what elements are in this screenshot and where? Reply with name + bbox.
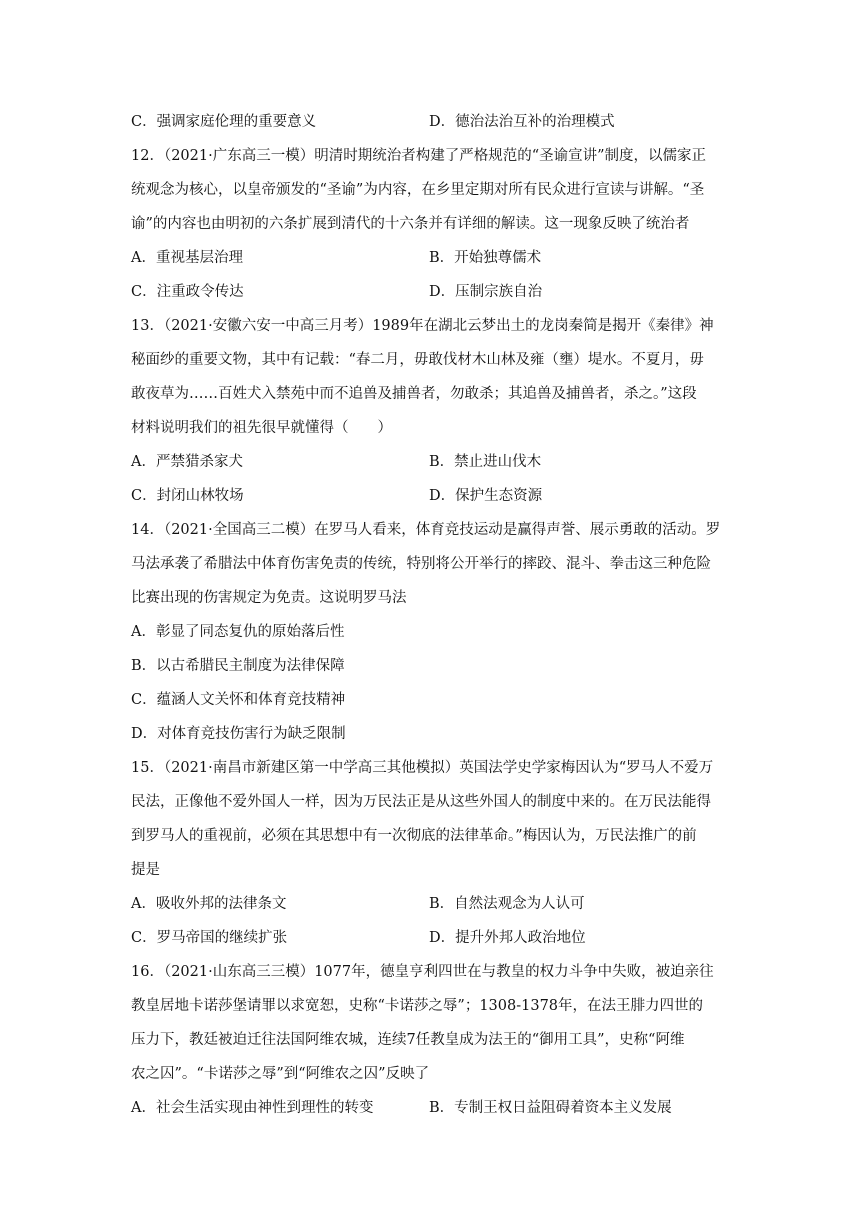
question-15-line-2: 民法，正像他不爱外国人一样，因为万民法正是从这些外国人的制度中来的。在万民法能得 xyxy=(131,794,711,810)
option-c[interactable]: C．蕴涵人文关怀和体育竞技精神 xyxy=(131,692,346,708)
option-b[interactable]: B．自然法观念为人认可 xyxy=(429,896,585,912)
question-14-line-3: 比赛出现的伤害规定为免责。这说明罗马法 xyxy=(131,590,407,606)
option-a[interactable]: A．严禁猎杀家犬 xyxy=(131,454,243,470)
option-c[interactable]: C．封闭山林牧场 xyxy=(131,488,244,504)
option-a[interactable]: A．彰显了同态复仇的原始落后性 xyxy=(131,624,345,640)
option-d[interactable]: D．保护生态资源 xyxy=(429,488,543,504)
option-d[interactable]: D．德治法治互补的治理模式 xyxy=(429,114,615,130)
question-13-line-3: 敢夜草为……百姓犬入禁苑中而不追兽及捕兽者，勿敢杀；其追兽及捕兽者，杀之。”这段 xyxy=(131,386,697,402)
option-c[interactable]: C．强调家庭伦理的重要意义 xyxy=(131,114,317,130)
option-b[interactable]: B．专制王权日益阻碍着资本主义发展 xyxy=(429,1100,672,1116)
question-15-line-3: 到罗马人的重视前，必须在其思想中有一次彻底的法律革命。”梅因认为，万民法推广的前 xyxy=(131,828,697,844)
question-16-line-1: 16．（2021·山东高三三模）1077年，德皇亨利四世在与教皇的权力斗争中失败，被迫亲往 xyxy=(131,964,714,980)
question-16-line-3: 压力下，教廷被迫迁往法国阿维农城，连续7任教皇成为法王的“御用工具”，史称“阿维 xyxy=(131,1032,685,1048)
question-13-line-1: 13．（2021·安徽六安一中高三月考）1989年在湖北云梦出土的龙岗秦简是揭开《秦律》神 xyxy=(131,318,714,334)
question-13-line-2: 秘面纱的重要文物，其中有记载：“春二月，毋敢伐材木山林及雍（壅）堤水。不夏月，毋 xyxy=(131,352,704,368)
option-a[interactable]: A．吸收外邦的法律条文 xyxy=(131,896,287,912)
option-a[interactable]: A．重视基层治理 xyxy=(131,250,243,266)
option-b[interactable]: B．开始独尊儒术 xyxy=(429,250,542,266)
option-d[interactable]: D．压制宗族自治 xyxy=(429,284,543,300)
option-c[interactable]: C．罗马帝国的继续扩张 xyxy=(131,930,288,946)
question-12-line-1: 12．（2021·广东高三一模）明清时期统治者构建了严格规范的“圣谕宣讲”制度，以儒家正 xyxy=(131,148,707,164)
question-13-line-4: 材料说明我们的祖先很早就懂得（ ） xyxy=(131,420,392,436)
question-12-line-2: 统观念为核心，以皇帝颁发的“圣谕”为内容，在乡里定期对所有民众进行宣读与讲解。“圣 xyxy=(131,182,705,198)
question-14-line-1: 14．（2021·全国高三二模）在罗马人看来，体育竞技运动是赢得声誉、展示勇敢的活动。罗 xyxy=(131,522,721,538)
question-16-line-4: 农之囚”。“卡诺莎之辱”到“阿维农之囚”反映了 xyxy=(131,1066,430,1082)
option-d[interactable]: D．提升外邦人政治地位 xyxy=(429,930,586,946)
option-b[interactable]: B．禁止进山伐木 xyxy=(429,454,542,470)
question-14-line-2: 马法承袭了希腊法中体育伤害免责的传统，特别将公开举行的摔跤、混斗、拳击这三种危险 xyxy=(131,556,711,572)
question-16-line-2: 教皇居地卡诺莎堡请罪以求宽恕，史称“卡诺莎之辱”；1308-1378年，在法王腓力四世的 xyxy=(131,998,704,1014)
question-15-line-1: 15．（2021·南昌市新建区第一中学高三其他模拟）英国法学史学家梅因认为“罗马人不爱万 xyxy=(131,760,714,776)
question-12-line-3: 谕”的内容也由明初的六条扩展到清代的十六条并有详细的解读。这一现象反映了统治者 xyxy=(131,216,690,232)
option-b[interactable]: B．以古希腊民主制度为法律保障 xyxy=(131,658,345,674)
option-d[interactable]: D．对体育竞技伤害行为缺乏限制 xyxy=(131,726,346,742)
option-a[interactable]: A．社会生活实现由神性到理性的转变 xyxy=(131,1100,374,1116)
option-c[interactable]: C．注重政令传达 xyxy=(131,284,244,300)
question-15-line-4: 提是 xyxy=(131,862,160,878)
